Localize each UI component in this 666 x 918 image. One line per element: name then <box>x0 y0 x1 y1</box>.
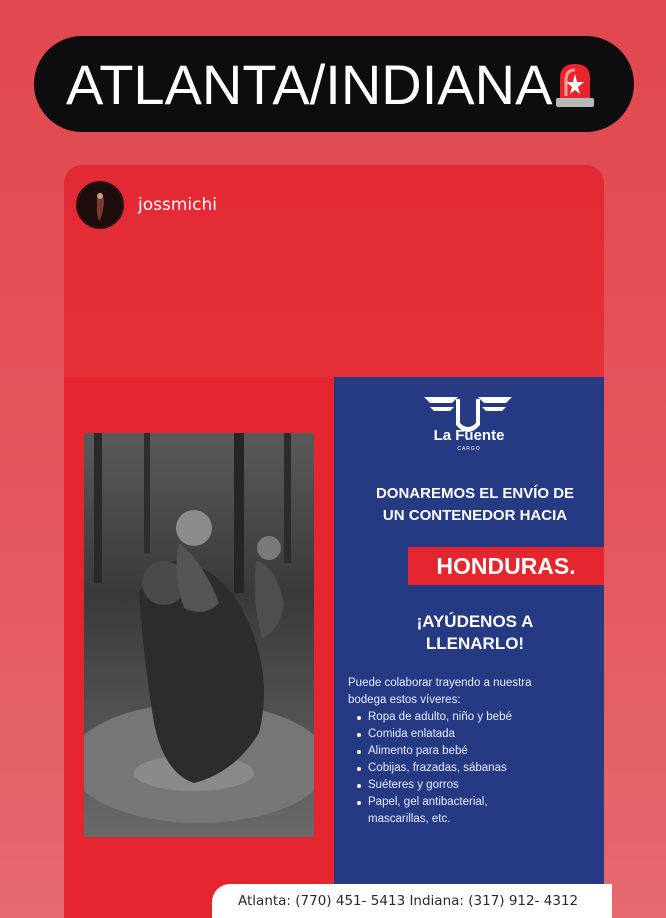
flyer-cta <box>334 611 604 655</box>
list-item: Papel, gel antibacterial, <box>356 794 596 811</box>
flyer-headline <box>334 483 604 527</box>
cta-line2: LLENARLO! <box>425 634 525 653</box>
supplies-list <box>356 709 596 828</box>
intro-line1: Puede colaborar trayendo a nuestra <box>348 677 532 689</box>
siren-light-icon <box>554 60 596 108</box>
list-item: Suéteres y gorros <box>356 777 596 794</box>
post-header <box>64 165 604 377</box>
post-card <box>64 165 604 918</box>
contact-bar: Atlanta: (770) 451- 5413 Indiana: (317) 912- 4312 <box>212 884 612 918</box>
headline-line2: UN CONTENEDOR HACIA <box>382 507 568 524</box>
avatar-icon[interactable] <box>76 181 124 229</box>
intro-line2: bodega estos víveres: <box>348 694 461 706</box>
story-title: ATLANTA/INDIANA <box>66 52 553 116</box>
username[interactable]: jossmichi <box>138 195 217 215</box>
list-item: Ropa de adulto, niño y bebé <box>356 709 596 726</box>
list-item: Alimento para bebé <box>356 743 596 760</box>
list-item-continued: mascarillas, etc. <box>368 813 451 825</box>
flyer-right-panel <box>334 377 604 918</box>
cta-line1: ¡AYÚDENOS A <box>416 612 534 631</box>
list-item: Cobijas, frazadas, sábanas <box>356 760 596 777</box>
story-title-banner <box>34 36 634 132</box>
flyer-intro <box>348 675 598 709</box>
headline-line1: DONAREMOS EL ENVÍO DE <box>375 485 575 502</box>
donation-flyer <box>64 377 604 918</box>
list-item: Comida enlatada <box>356 726 596 743</box>
brand-name: La Fuente <box>433 427 505 444</box>
flyer-left-panel <box>64 377 334 918</box>
flood-rescue-photo <box>84 433 314 837</box>
country-badge: HONDURAS. <box>408 547 604 585</box>
brand-sub: CARGO <box>457 446 481 452</box>
